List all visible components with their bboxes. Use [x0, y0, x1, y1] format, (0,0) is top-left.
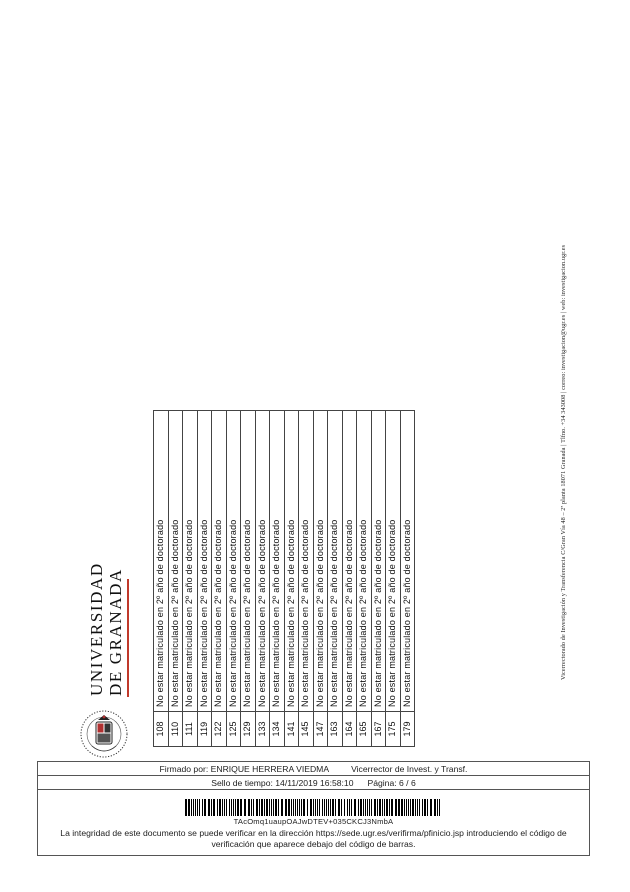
signer-role: Vicerrector de Invest. y Transf. — [351, 764, 468, 774]
university-name-line1: UNIVERSIDAD — [87, 562, 106, 696]
signed-by: Firmado por: ENRIQUE HERRERA VIEDMA — [159, 764, 330, 774]
row-id: 122 — [212, 712, 227, 747]
table-row — [255, 411, 270, 747]
barcode-bar — [202, 799, 203, 816]
table-row — [299, 411, 314, 747]
barcode-bar — [288, 799, 290, 816]
barcode-bar — [437, 799, 438, 816]
barcode-bar — [303, 799, 305, 816]
results-table-grid — [153, 410, 415, 747]
barcode-bar — [360, 799, 362, 816]
barcode-bar — [391, 799, 393, 816]
barcode-bar — [401, 799, 403, 816]
barcode-bar — [351, 799, 352, 816]
barcode-bar — [195, 799, 196, 816]
row-id: 163 — [328, 712, 343, 747]
barcode-bar — [404, 799, 405, 816]
barcode-bar — [427, 799, 428, 816]
table-row — [183, 411, 198, 747]
barcode-bar — [354, 799, 356, 816]
barcode-bar — [408, 799, 409, 816]
barcode-bar — [335, 799, 336, 816]
barcode-bar — [395, 799, 397, 816]
row-id: 108 — [154, 712, 169, 747]
verification-code: TAcOmq1uaupOAJwDTEV+035CKCJ3NmbA — [233, 817, 394, 826]
barcode-bar — [384, 799, 385, 816]
barcode-bar — [226, 799, 227, 816]
row-reason: No estar matriculado en 2º año de doctorado — [241, 411, 256, 712]
barcode-bar — [434, 799, 436, 816]
barcode-bar — [264, 799, 265, 816]
barcode-bar — [197, 799, 198, 816]
barcode-bar — [412, 799, 414, 816]
barcode-bar — [315, 799, 316, 816]
signature-timestamp-box — [37, 775, 590, 790]
signature-signer-box — [37, 761, 590, 776]
logo-divider — [127, 579, 129, 697]
row-reason: No estar matriculado en 2º año de doctorado — [183, 411, 198, 712]
row-id: 111 — [183, 712, 198, 747]
barcode-bar — [297, 799, 298, 816]
row-id: 119 — [197, 712, 212, 747]
barcode-bar — [349, 799, 350, 816]
barcode-bar — [382, 799, 383, 816]
barcode-bar — [237, 799, 239, 816]
row-reason: No estar matriculado en 2º año de doctorado — [197, 411, 212, 712]
barcode-bar — [332, 799, 334, 816]
barcode-bar — [235, 799, 236, 816]
barcode-bar — [213, 799, 215, 816]
row-reason: No estar matriculado en 2º año de doctorado — [386, 411, 401, 712]
table-row — [371, 411, 386, 747]
barcode-bar — [415, 799, 416, 816]
table-row — [270, 411, 285, 747]
barcode-bar — [291, 799, 292, 816]
row-id: 167 — [371, 712, 386, 747]
barcode-bar — [430, 799, 432, 816]
timestamp: Sello de tiempo: 14/11/2019 16:58:10 — [211, 778, 354, 788]
barcode-bar — [266, 799, 268, 816]
row-id: 141 — [284, 712, 299, 747]
table-row — [168, 411, 183, 747]
barcode-bar — [240, 799, 242, 816]
barcode-bar — [386, 799, 388, 816]
barcode-bar — [347, 799, 348, 816]
barcode-bar — [231, 799, 232, 816]
barcode-bar — [326, 799, 327, 816]
row-id: 125 — [226, 712, 241, 747]
barcode-bar — [422, 799, 423, 816]
table-row — [154, 411, 169, 747]
barcode-bar — [424, 799, 426, 816]
row-reason: No estar matriculado en 2º año de doctorado — [270, 411, 285, 712]
row-reason: No estar matriculado en 2º año de doctorado — [328, 411, 343, 712]
barcode-bar — [204, 799, 206, 816]
barcode-bar — [261, 799, 263, 816]
row-reason: No estar matriculado en 2º año de doctorado — [154, 411, 169, 712]
barcode-bar — [253, 799, 254, 816]
barcode-bar — [330, 799, 331, 816]
table-row — [357, 411, 372, 747]
barcode-bar — [222, 799, 223, 816]
row-id: 179 — [400, 712, 415, 747]
barcode-bar — [377, 799, 378, 816]
barcode-bar — [259, 799, 260, 816]
barcode-bar — [208, 799, 210, 816]
university-name — [87, 562, 125, 696]
barcode-bar — [379, 799, 381, 816]
barcode-bar — [224, 799, 225, 816]
barcode-bar — [389, 799, 390, 816]
page-number: Página: 6 / 6 — [367, 778, 416, 788]
table-row — [400, 411, 415, 747]
table-row — [241, 411, 256, 747]
table-row — [284, 411, 299, 747]
barcode-bar — [344, 799, 345, 816]
barcode-bar — [269, 799, 270, 816]
table-row — [197, 411, 212, 747]
barcode-bar — [251, 799, 252, 816]
barcode-bar — [439, 799, 440, 816]
row-id: 134 — [270, 712, 285, 747]
table-row — [313, 411, 328, 747]
row-reason: No estar matriculado en 2º año de doctorado — [371, 411, 386, 712]
barcode-bar — [229, 799, 230, 816]
barcode-bar — [324, 799, 325, 816]
row-reason: No estar matriculado en 2º año de doctorado — [313, 411, 328, 712]
barcode-bar — [244, 799, 246, 816]
row-id: 147 — [313, 712, 328, 747]
row-reason: No estar matriculado en 2º año de doctorado — [284, 411, 299, 712]
barcode-bar — [188, 799, 190, 816]
barcode-bar — [199, 799, 200, 816]
row-reason: No estar matriculado en 2º año de doctorado — [212, 411, 227, 712]
barcode-bar — [313, 799, 314, 816]
barcode-bar — [307, 799, 308, 816]
barcode-bar — [217, 799, 218, 816]
barcode-bar — [233, 799, 234, 816]
contact-footer: Vicerrectorado de Investigación y Transferencia C/Gran Vía 48 – 2ª planta 18071 Granada | Tlfno. +34 343008 | correo: investigacion@ugr.es | web: investigacion.ugr.es — [560, 244, 567, 680]
barcode-bar — [219, 799, 221, 816]
row-id: 164 — [342, 712, 357, 747]
results-table — [153, 410, 415, 747]
barcode-bar — [369, 799, 370, 816]
barcode-bar — [419, 799, 420, 816]
university-name-line2: DE GRANADA — [106, 568, 125, 696]
barcode-bar — [281, 799, 283, 816]
row-id: 165 — [357, 712, 372, 747]
barcode-bar — [278, 799, 279, 816]
barcode-bar — [406, 799, 407, 816]
row-id: 110 — [168, 712, 183, 747]
barcode-bar — [301, 799, 302, 816]
row-reason: No estar matriculado en 2º año de doctorado — [342, 411, 357, 712]
row-id: 133 — [255, 712, 270, 747]
table-row — [386, 411, 401, 747]
barcode-bar — [341, 799, 342, 816]
barcode-bar — [248, 799, 250, 816]
barcode-bar — [317, 799, 318, 816]
barcode-bar — [322, 799, 323, 816]
barcode-bar — [299, 799, 300, 816]
barcode-bar — [398, 799, 400, 816]
barcode-bar — [319, 799, 320, 816]
barcode-bar — [256, 799, 258, 816]
barcode-image — [185, 799, 443, 816]
barcode-bar — [293, 799, 294, 816]
table-row — [342, 411, 357, 747]
row-reason: No estar matriculado en 2º año de doctorado — [299, 411, 314, 712]
barcode-bar — [363, 799, 364, 816]
barcode-bar — [285, 799, 287, 816]
row-reason: No estar matriculado en 2º año de doctorado — [357, 411, 372, 712]
barcode-bar — [211, 799, 212, 816]
barcode-bar — [365, 799, 366, 816]
barcode-bar — [417, 799, 418, 816]
row-reason: No estar matriculado en 2º año de doctorado — [226, 411, 241, 712]
barcode-bar — [328, 799, 329, 816]
university-seal-logo — [78, 706, 130, 762]
verification-box — [37, 789, 590, 856]
barcode-bar — [410, 799, 411, 816]
barcode-bar — [185, 799, 187, 816]
barcode-bar — [310, 799, 312, 816]
barcode-bar — [358, 799, 359, 816]
barcode-bar — [338, 799, 340, 816]
barcode-bar — [275, 799, 277, 816]
row-id: 145 — [299, 712, 314, 747]
barcode-bar — [367, 799, 368, 816]
barcode-bar — [295, 799, 296, 816]
row-id: 175 — [386, 712, 401, 747]
barcode-bar — [193, 799, 194, 816]
table-row — [212, 411, 227, 747]
row-reason: No estar matriculado en 2º año de doctorado — [168, 411, 183, 712]
barcode-bar — [273, 799, 274, 816]
barcode-bar — [374, 799, 376, 816]
barcode-bar — [271, 799, 272, 816]
row-reason: No estar matriculado en 2º año de doctorado — [255, 411, 270, 712]
row-reason: No estar matriculado en 2º año de doctorado — [400, 411, 415, 712]
barcode-bar — [371, 799, 372, 816]
table-row — [226, 411, 241, 747]
row-id: 129 — [241, 712, 256, 747]
barcode-bar — [191, 799, 192, 816]
table-row — [328, 411, 343, 747]
integrity-note: La integridad de este documento se puede verificar en la dirección https://sede.ugr.es/verifirma/pfinicio.jsp introduciendo el código de verificación que aparece debajo del código de barras. — [60, 828, 567, 849]
